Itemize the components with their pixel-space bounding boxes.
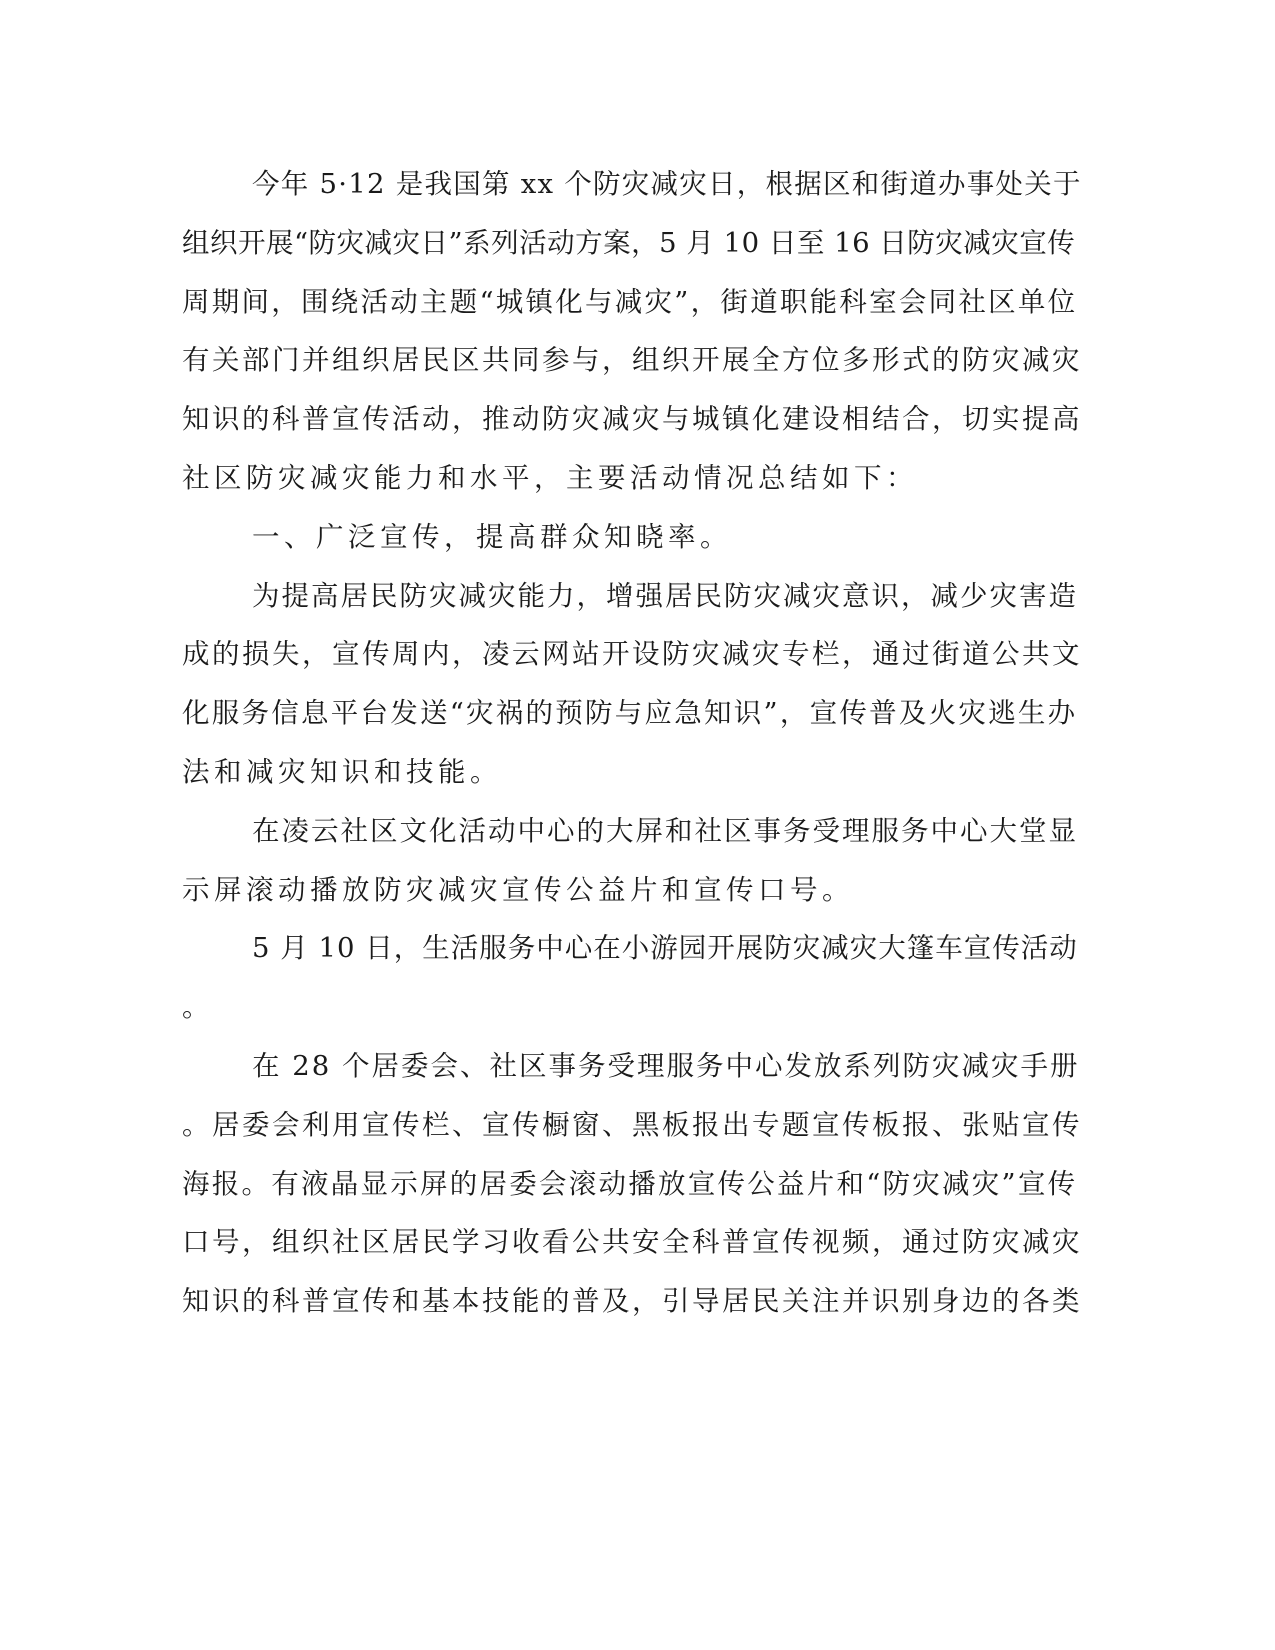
text-line: 有关部门并组织居民区共同参与，组织开展全方位多形式的防灾减灾 — [182, 344, 1082, 377]
text-line: 示屏滚动播放防灾减灾宣传公益片和宣传口号。 — [182, 873, 854, 906]
text-line: 知识的科普宣传和基本技能的普及，引导居民关注并识别身边的各类 — [182, 1285, 1082, 1318]
text-line: 组织开展“防灾减灾日”系列活动方案，5 月 10 日至 16 日防灾减灾宣传 — [182, 226, 1076, 259]
text-line: 化服务信息平台发送“灾祸的预防与应急知识”，宣传普及火灾逃生办 — [182, 697, 1078, 730]
document-body — [182, 155, 1082, 1331]
text-line: 为提高居民防灾减灾能力，增强居民防灾减灾意识，减少灾害造 — [252, 579, 1078, 612]
text-line: 海报。有液晶显示屏的居委会滚动播放宣传公益片和“防灾减灾”宣传 — [182, 1167, 1078, 1200]
text-line: 。 — [182, 991, 214, 1024]
section-heading: 一、广泛宣传，提高群众知晓率。 — [252, 520, 732, 553]
text-line: 社区防灾减灾能力和水平，主要活动情况总结如下： — [182, 461, 918, 494]
text-line: 在凌云社区文化活动中心的大屏和社区事务受理服务中心大堂显 — [252, 814, 1078, 847]
text-line: 在 28 个居委会、社区事务受理服务中心发放系列防灾减灾手册 — [252, 1049, 1080, 1082]
text-line: 今年 5·12 是我国第 xx 个防灾减灾日，根据区和街道办事处关于 — [252, 168, 1082, 200]
text-line: 知识的科普宣传活动，推动防灾减灾与城镇化建设相结合，切实提高 — [182, 403, 1082, 436]
text-line: 口号，组织社区居民学习收看公共安全科普宣传视频，通过防灾减灾 — [182, 1226, 1082, 1259]
text-line: 法和减灾知识和技能。 — [182, 755, 502, 788]
text-line: 5 月 10 日，生活服务中心在小游园开展防灾减灾大篷车宣传活动 — [252, 932, 1078, 965]
text-line: 周期间，围绕活动主题“城镇化与减灾”，街道职能科室会同社区单位 — [182, 285, 1078, 318]
text-line: 成的损失，宣传周内，凌云网站开设防灾减灾专栏，通过街道公共文 — [182, 638, 1082, 671]
text-line: 。居委会利用宣传栏、宣传橱窗、黑板报出专题宣传板报、张贴宣传 — [182, 1108, 1082, 1141]
